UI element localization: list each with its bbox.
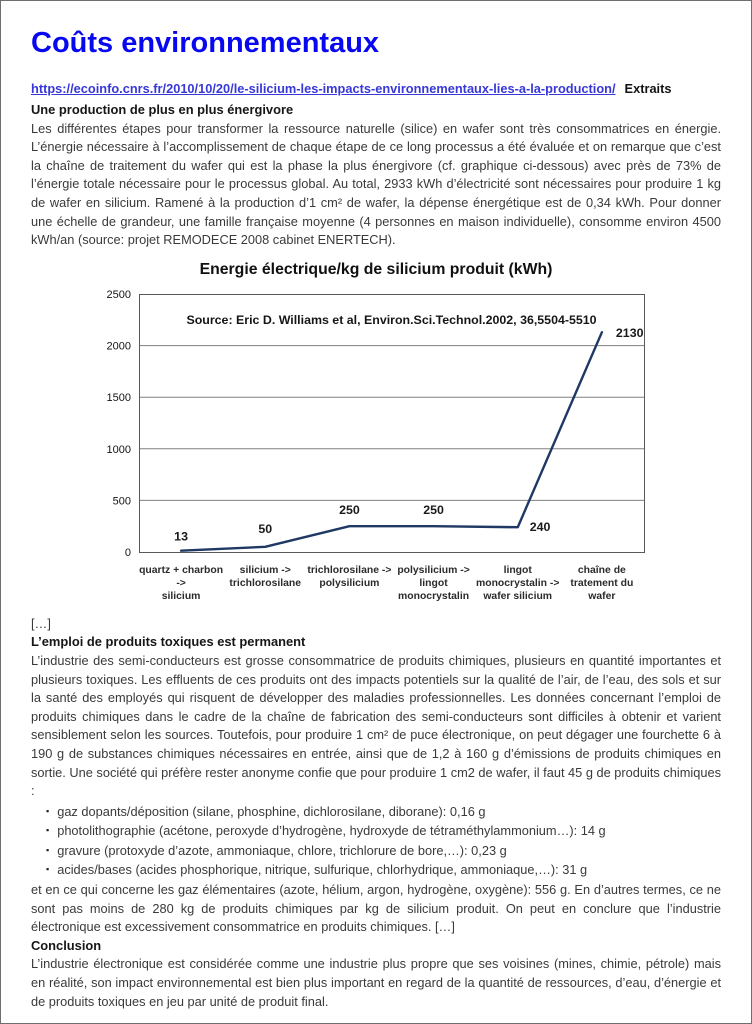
heading-toxics-section: L’emploi de produits toxiques est permanent — [31, 634, 306, 650]
data-point-label: 13 — [174, 529, 188, 544]
list-item — [46, 841, 721, 861]
data-point-label: 250 — [423, 502, 444, 517]
square-bullet-icon: ▪ — [46, 805, 50, 816]
list-item-text: photolithographie (acétone, peroxyde d’hydrogène, hydroxyde de tétraméthylammonium…): 14 g — [57, 823, 606, 839]
list-item — [46, 821, 721, 841]
data-point-label: 240 — [529, 519, 551, 534]
square-bullet-icon: ▪ — [46, 825, 50, 836]
page-title: Coûts environnementaux — [31, 27, 380, 59]
paragraph-conclusion: L’industrie électronique est considérée comme une industrie plus propre que ses voisines (mines, chimie, pétrole) mais en réalité, son impact environnemental est bien plus important en regard de la quantité de ressources, d’eau, d’énergie et de produits toxiques en jeu par unité de produit final. — [31, 956, 721, 1009]
data-point-label: 50 — [258, 521, 273, 536]
x-axis-category-label: lingot monocrystalin -> wafer silicium — [475, 564, 560, 602]
list-item-text: gravure (protoxyde d’azote, ammoniaque, chlore, trichlorure de bore,…): 0,23 g — [57, 842, 507, 858]
heading-energy-section: Une production de plus en plus énergivore — [31, 102, 294, 117]
chart-plot-area — [97, 288, 649, 556]
list-item-text: gaz dopants/déposition (silane, phosphine, dichlorosilane, diborane): 0,16 g — [57, 803, 486, 819]
x-axis-category-label: quartz + charbon -> silicium — [139, 564, 224, 602]
y-axis-tick-label: 1000 — [106, 443, 131, 456]
x-axis-category-label: chaîne de tratement du wafer — [570, 564, 634, 602]
y-axis-tick-label: 0 — [124, 546, 131, 556]
y-axis-tick-label: 2000 — [106, 340, 131, 353]
list-item — [46, 860, 721, 880]
paragraph-toxics-after: et en ce qui concerne les gaz élémentaires (azote, hélium, argon, hydrogène, oxygène): 556 g. En d’autres termes, ce ne sont pas moins de 280 kg de produits chimiques par kg de silicium produit. On peut en conclure que l’industrie électronique est excessivement consommatrice en produits chimiques. […] — [31, 882, 721, 935]
paragraph-toxics: L’industrie des semi-conducteurs est grosse consommatrice de produits chimiques, plusieurs en quantité importantes et plusieurs toxiques. Les effluents de ces produits ont des impacts potentiels sur la qualité de l’air, de l’eau, des sols et sur la santé des employés qui risquent de développer des maladies professionnelles. Les données concernant l’emploi de produits chimiques dans le cadre de la chaîne de fabrication des semi-conducteurs sont difficiles à obtenir et varient sensiblement selon les sources. Toutefois, pour produire 1 cm² de puce électronique, on peut dégager une fourchette 6 à 190 g de substances chimiques nécessaires en entrée, ainsi que de 1,2 à 160 g d’émissions de produits chimiques en sortie. Une société qui préfère rester anonyme confie que pour produire 1 cm2 de wafer, il faut 45 g de produits chimiques : — [31, 652, 721, 799]
y-axis-tick-label: 2500 — [106, 288, 131, 301]
list-item-text: acides/bases (acides phosphorique, nitrique, sulfurique, chlorhydrique, ammoniaque,…): 31 g — [57, 862, 588, 878]
list-item — [46, 802, 721, 822]
data-point-label: 250 — [339, 502, 360, 517]
plot-border — [140, 294, 645, 552]
x-axis-category-label: polysilicium -> lingot monocrystalin — [397, 564, 470, 602]
data-point-label: 2130 — [615, 325, 644, 340]
energy-line-chart — [97, 288, 657, 603]
chemicals-list — [31, 802, 721, 880]
data-series-line — [181, 332, 602, 550]
source-link-line — [31, 80, 721, 98]
chart-category-axis — [139, 561, 644, 603]
article-hyperlink[interactable]: https://ecoinfo.cnrs.fr/2010/10/20/le-silicium-les-impacts-environnementaux-lies-a-la-production/ — [31, 81, 616, 96]
paragraph-energy: Les différentes étapes pour transformer la ressource naturelle (silice) en wafer sont très consommatrices en énergie. L’énergie nécessaire à l’accomplissement de chaque étape de ce long processus a été évaluée et on remarque que c’est la chaîne de traitement du wafer qui est la phase la plus énergivore (cf. graphique ci-dessous) avec près de 73% de l’énergie totale nécessaire pour le processus global. Au total, 2933 kWh d’électricité sont nécessaires pour produire 1 kg de wafer en silicium. Ramené à la production d’1 cm² de wafer, la dépense énergétique est de 0,34 kWh. Pour donner une échelle de grandeur, une famille française moyenne (4 personnes en maison individuelle), consomme environ 4500 kWh/an (source: projet REMODECE 2008 cabinet ENERTECH). — [31, 120, 721, 248]
x-axis-category-label: silicium -> trichlorosilane — [229, 564, 302, 589]
chart-title: Energie électrique/kg de silicium produit (kWh) — [199, 260, 553, 278]
x-axis-category-label: trichlorosilane -> polysilicium — [307, 564, 392, 589]
extraits-label: Extraits — [624, 81, 672, 96]
ellipsis-marker: […] — [31, 615, 51, 631]
y-axis-tick-label: 1500 — [106, 391, 131, 404]
square-bullet-icon: ▪ — [46, 864, 50, 875]
heading-conclusion: Conclusion — [31, 937, 102, 953]
square-bullet-icon: ▪ — [46, 844, 50, 855]
y-axis-tick-label: 500 — [112, 495, 131, 508]
chart-source-note: Source: Eric D. Williams et al, Environ.Sci.Technol.2002, 36,5504-5510 — [186, 312, 597, 327]
